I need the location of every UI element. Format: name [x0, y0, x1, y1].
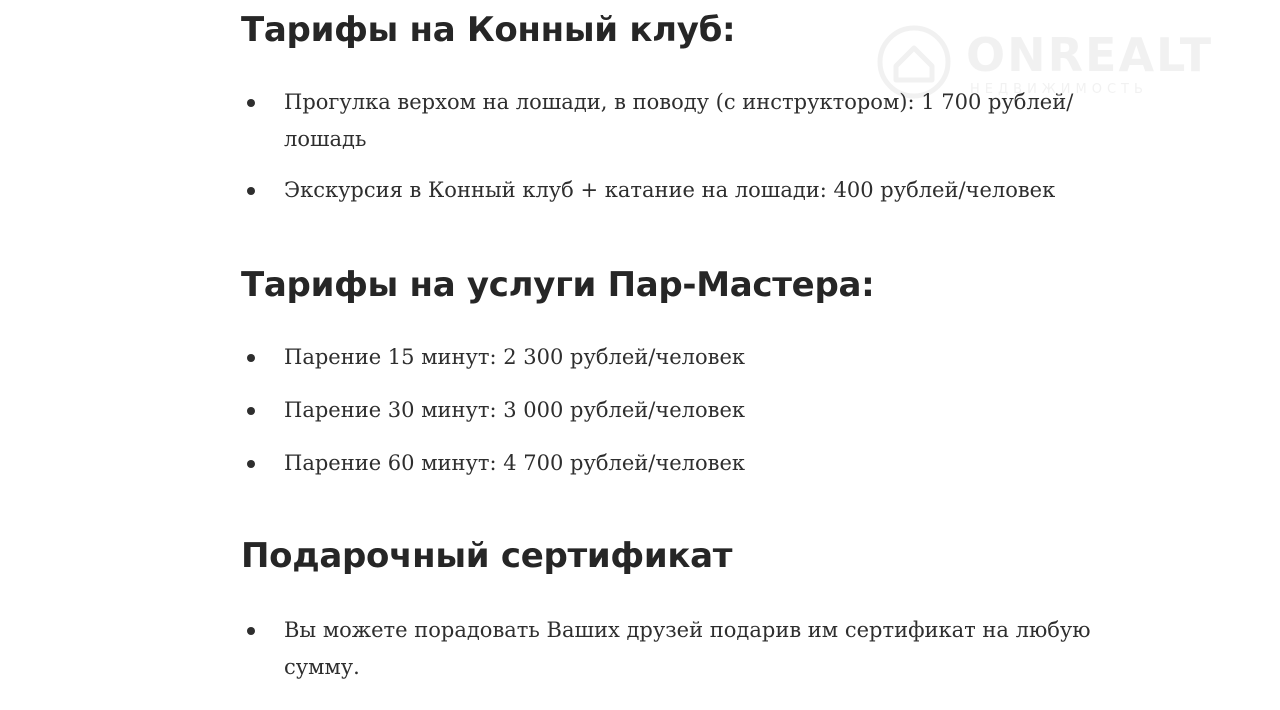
- bullet-icon: [247, 99, 255, 107]
- bullet-icon: [247, 354, 255, 362]
- list-item: [0, 84, 1144, 158]
- watermark-brand: ONREALT: [966, 28, 1214, 82]
- list-item: [0, 392, 1144, 429]
- list-item-text: Экскурсия в Конный клуб + катание на лошади: 400 рублей/человек: [284, 178, 1056, 202]
- list-item: [0, 172, 1144, 209]
- list-item-text: Парение 60 минут: 4 700 рублей/человек: [284, 451, 745, 475]
- gift-certificate-list: [0, 612, 1280, 686]
- bullet-icon: [247, 460, 255, 468]
- heading-gift-certificate: Подарочный сертификат: [241, 536, 733, 576]
- list-item: [0, 339, 1144, 376]
- list-item-text: Парение 30 минут: 3 000 рублей/человек: [284, 398, 745, 422]
- list-item-text: Парение 15 минут: 2 300 рублей/человек: [284, 345, 745, 369]
- bullet-icon: [247, 407, 255, 415]
- watermark-tagline: НЕДВИЖИМОСТЬ: [970, 82, 1148, 97]
- list-item: [0, 445, 1144, 482]
- horse-club-rates-list: [0, 84, 1280, 209]
- bullet-icon: [247, 187, 255, 195]
- list-item-text: Вы можете порадовать Ваших друзей подарив им сертификат на любую сумму.: [284, 618, 1091, 679]
- list-item: [0, 612, 1144, 686]
- heading-steam-master-rates: Тарифы на услуги Пар-Мастера:: [241, 265, 875, 305]
- steam-master-rates-list: [0, 339, 1280, 482]
- list-item-text: Прогулка верхом на лошади, в поводу (с инструктором): 1 700 рублей/лошадь: [284, 90, 1074, 151]
- bullet-icon: [247, 627, 255, 635]
- heading-horse-club-rates: Тарифы на Конный клуб:: [241, 10, 736, 50]
